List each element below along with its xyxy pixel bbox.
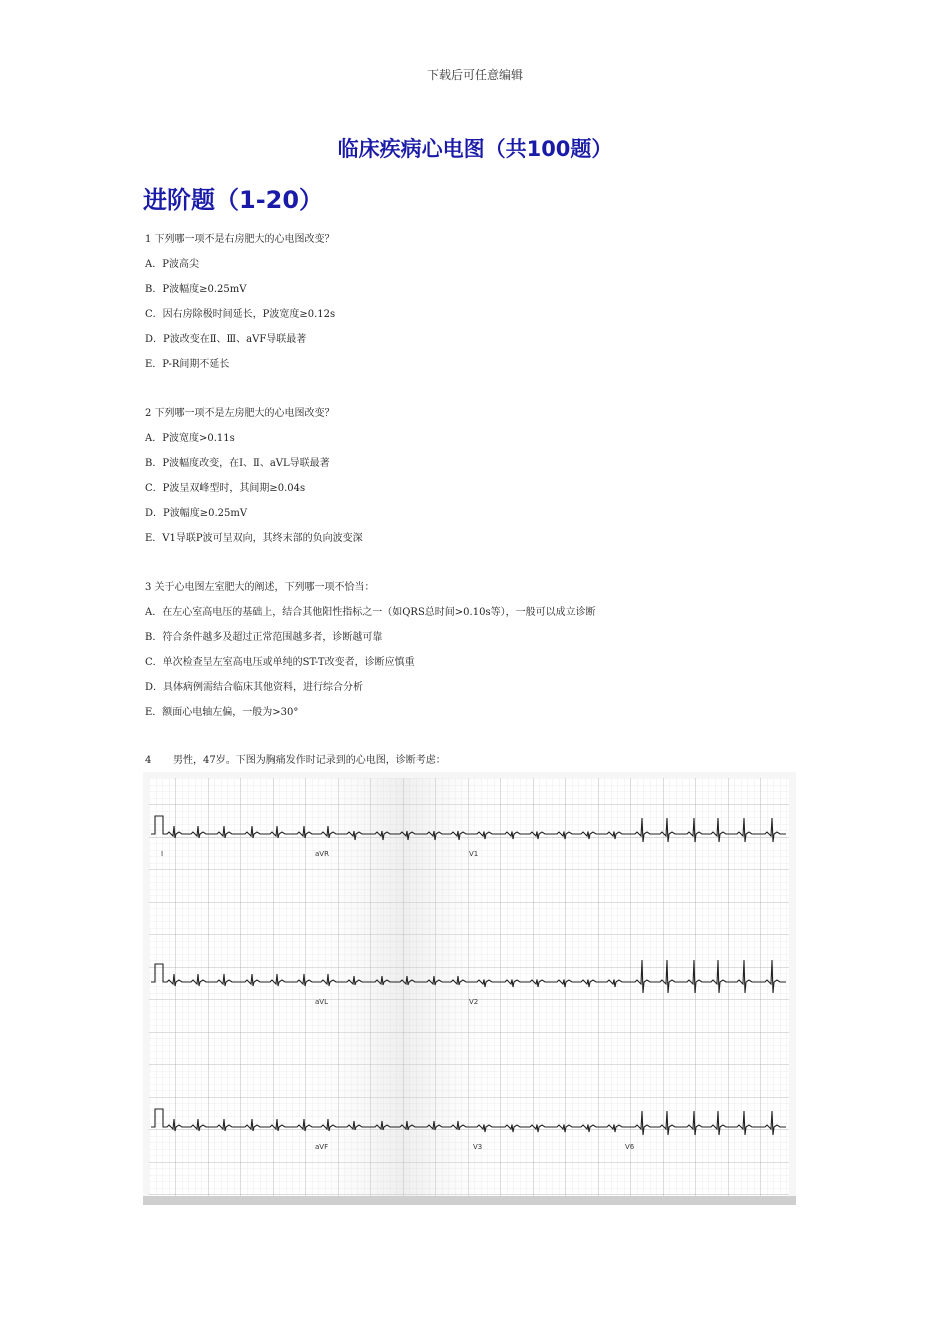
- question-1-option-b: B．P波幅度≥0.25mV: [145, 284, 247, 295]
- question-4-stem: [145, 751, 446, 766]
- question-3-option-b: B．符合条件越多及超过正常范围越多者，诊断越可靠: [145, 632, 383, 643]
- question-2-option-a: A．P波宽度>0.11s: [145, 433, 235, 444]
- question-3-option-e: E．额面心电轴左偏，一般为>30°: [145, 707, 299, 718]
- question-2-option-b: B．P波幅度改变，在Ⅰ、Ⅱ、aVL导联最著: [145, 458, 330, 469]
- question-4-text: 男性，47岁。下图为胸痛发作时记录到的心电图，诊断考虑：: [173, 755, 446, 766]
- ecg-lead-label: I: [161, 850, 164, 858]
- question-2-stem: 2 下列哪一项不是左房肥大的心电图改变？: [145, 408, 335, 419]
- question-3-option-c: C．单次检查呈左室高电压或单纯的ST-T改变者，诊断应慎重: [145, 657, 415, 668]
- question-2-option-c: C．P波呈双峰型时，其间期≥0.04s: [145, 483, 306, 494]
- question-2-option-d: D．P波幅度≥0.25mV: [145, 508, 248, 519]
- question-4-number: 4: [145, 755, 152, 766]
- question-1-option-e: E．P-R间期不延长: [145, 359, 230, 370]
- question-1-stem: 1 下列哪一项不是右房肥大的心电图改变？: [145, 234, 335, 245]
- question-3-option-a: A．在左心室高电压的基础上，结合其他阳性指标之一（如QRS总时间>0.10s等），一般可以成立诊断: [145, 607, 596, 618]
- ecg-image: [143, 772, 796, 1205]
- question-3-stem: 3 关于心电图左室肥大的阐述，下列哪一项不恰当：: [145, 582, 375, 593]
- ecg-lead-label: V3: [473, 1143, 483, 1151]
- question-1-option-a: A．P波高尖: [145, 259, 199, 270]
- ecg-lead-label: aVL: [315, 998, 328, 1006]
- question-3-option-d: D．具体病例需结合临床其他资料，进行综合分析: [145, 682, 364, 693]
- ecg-lead-label: aVR: [315, 850, 329, 858]
- question-1-option-d: D．P波改变在Ⅱ、Ⅲ、aVF导联最著: [145, 334, 307, 345]
- ecg-lead-label: V2: [469, 998, 479, 1006]
- header-note: 下载后可任意编辑: [426, 68, 523, 82]
- section-title: 进阶题（1-20）: [143, 186, 324, 214]
- document-title: 临床疾病心电图（共100题）: [337, 137, 613, 161]
- ecg-lead-label: V1: [469, 850, 479, 858]
- question-1-option-c: C．因右房除极时间延长，P波宽度≥0.12s: [145, 309, 336, 320]
- ecg-lead-label: aVF: [315, 1143, 329, 1151]
- question-2-option-e: E．V1导联P波可呈双向，其终末部的负向波变深: [145, 533, 363, 544]
- ecg-lead-label: V6: [625, 1143, 635, 1151]
